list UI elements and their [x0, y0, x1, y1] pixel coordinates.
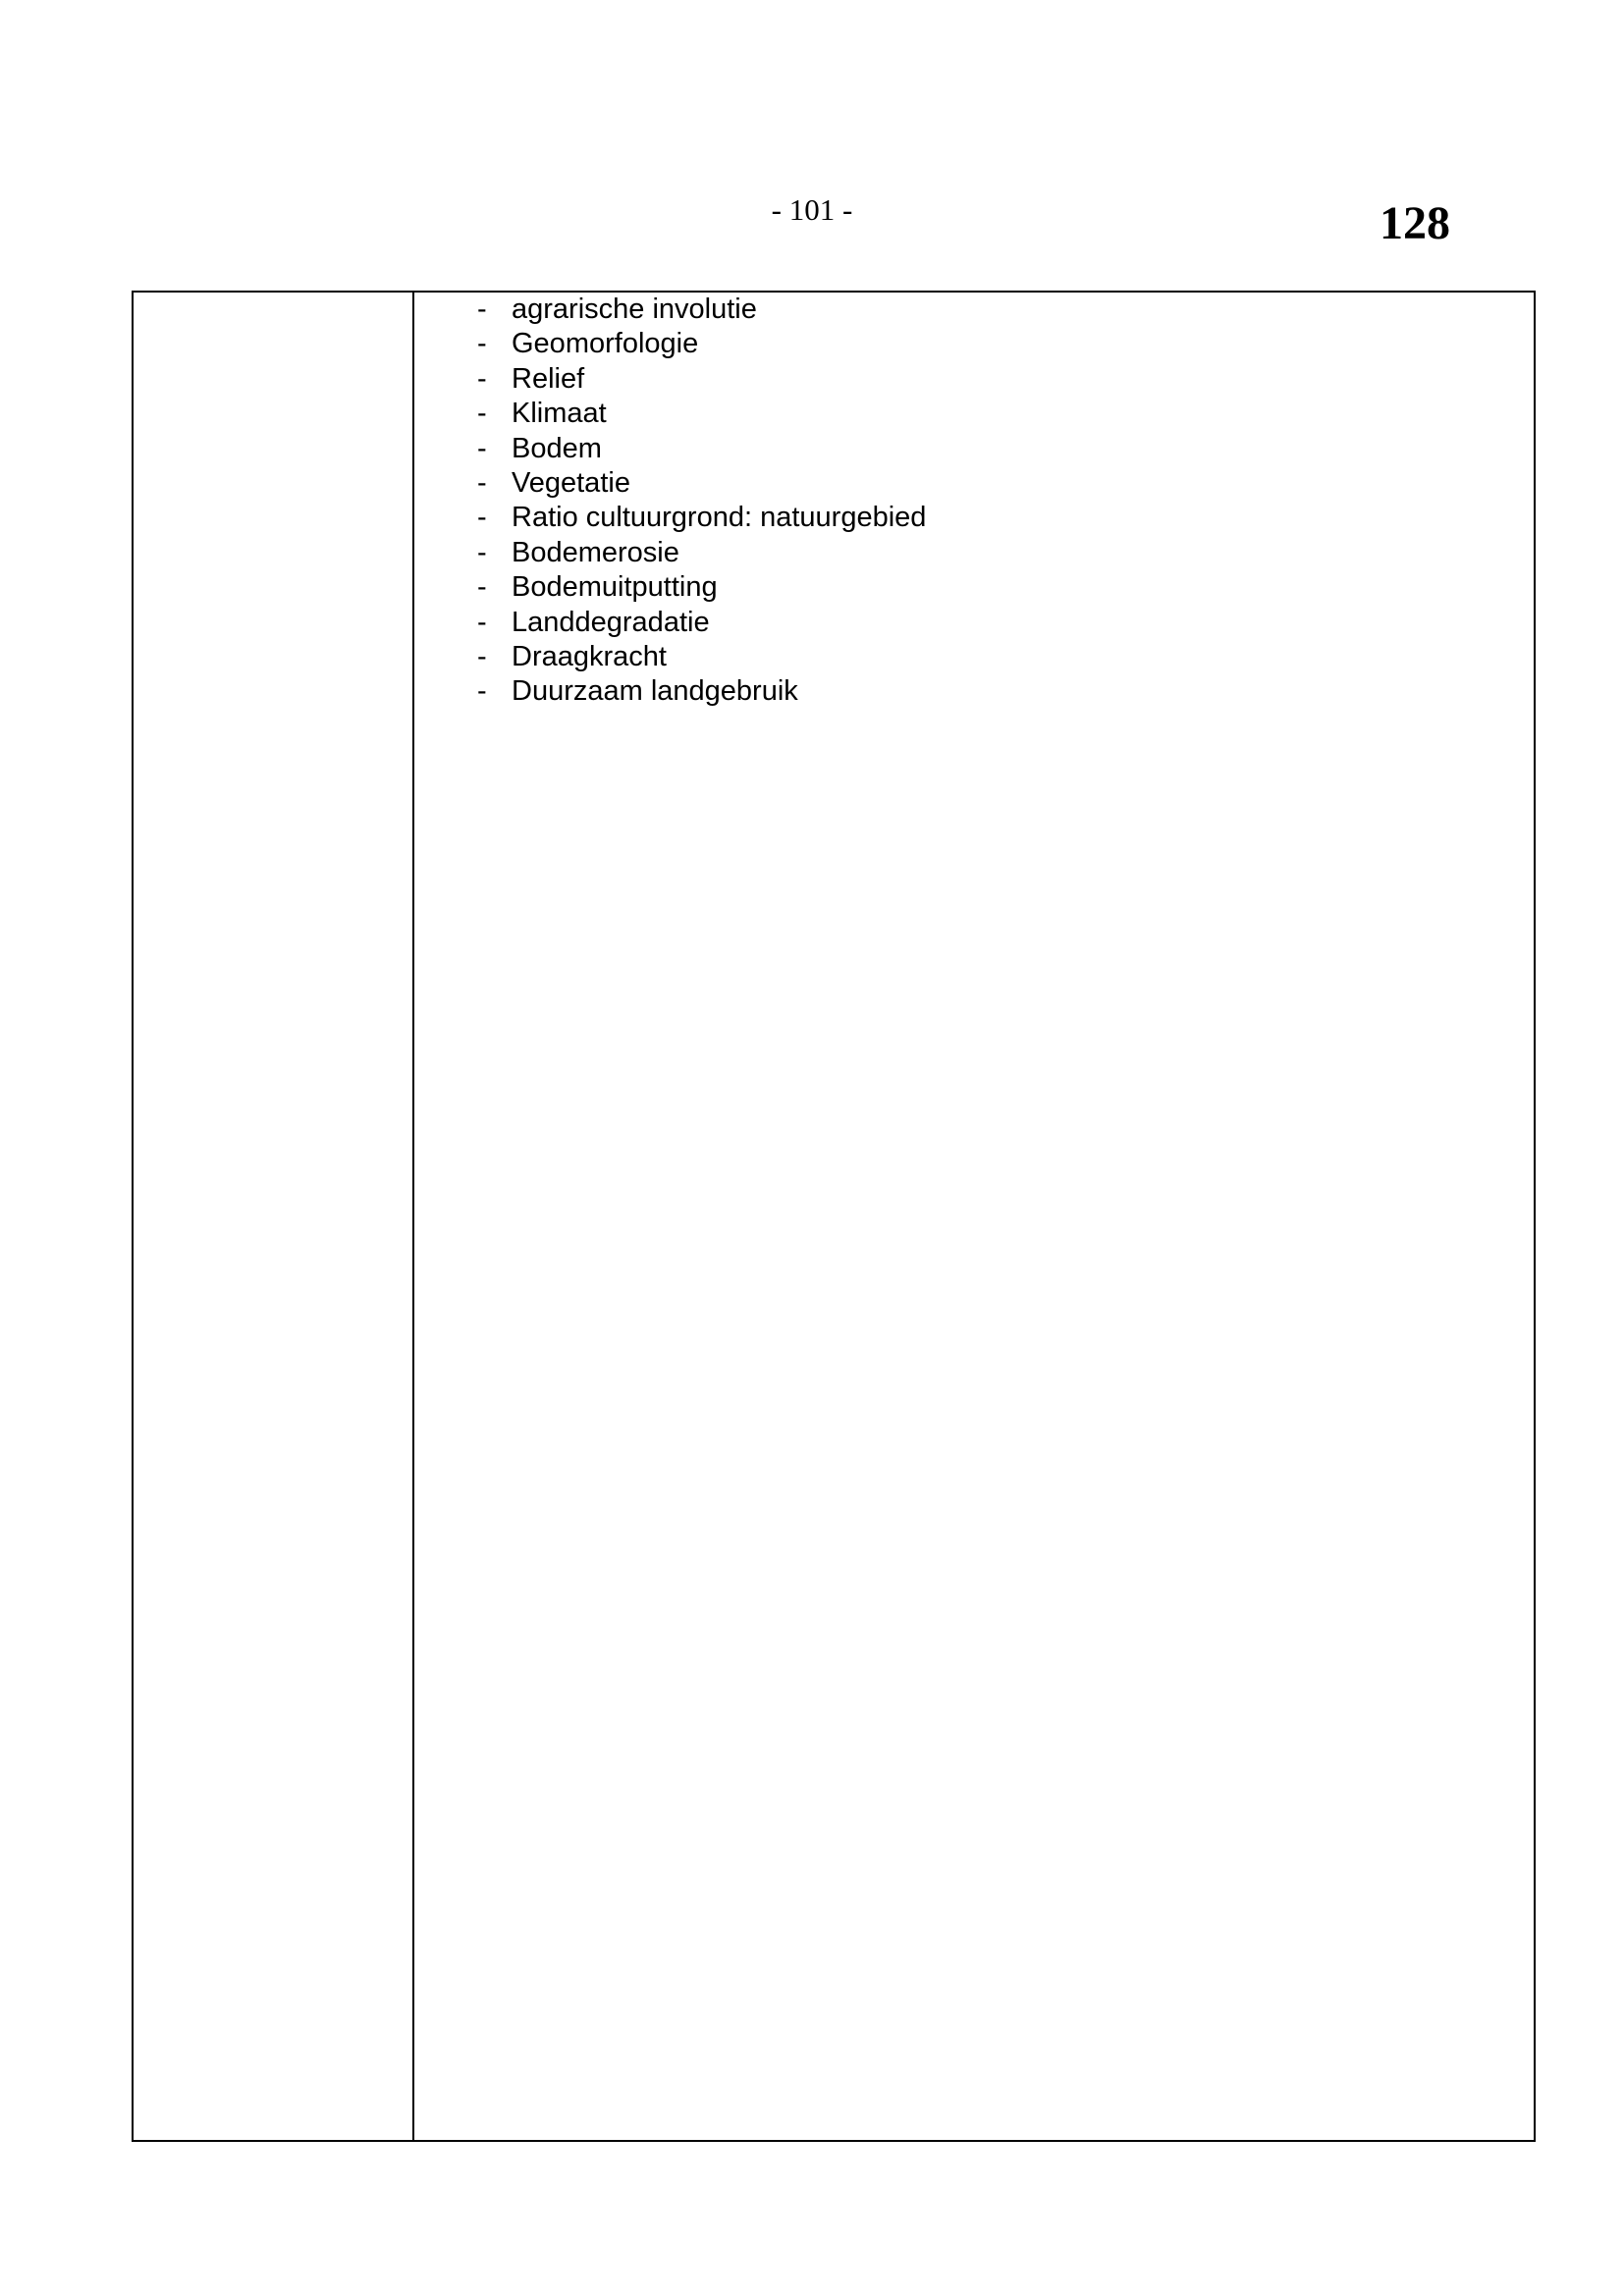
list-item-text: Geomorfologie [512, 328, 699, 360]
list-item-text: agrarische involutie [512, 294, 757, 325]
bullet-marker: - [477, 362, 487, 395]
list-item-text: Landdegradatie [512, 606, 710, 638]
bullet-marker: - [477, 398, 487, 430]
list-item-text: Bodem [512, 432, 602, 464]
bullet-marker: - [477, 606, 487, 638]
list-item-text: Klimaat [512, 398, 607, 430]
bullet-marker: - [477, 466, 487, 499]
bullet-marker: - [477, 571, 487, 604]
table-left-column [134, 293, 414, 2140]
list-item-text: Duurzaam landgebruik [512, 675, 798, 708]
bullet-marker: - [477, 294, 487, 325]
bullet-marker: - [477, 432, 487, 464]
content-table [132, 291, 1536, 2142]
page-number: - 101 - [771, 192, 853, 227]
document-number: 128 [1380, 197, 1450, 249]
list-item-text: Relief [512, 362, 585, 395]
bullet-marker: - [477, 328, 487, 360]
list-item-text: Ratio cultuurgrond: natuurgebied [512, 502, 927, 534]
list-item-text: Bodemerosie [512, 536, 679, 568]
bullet-marker: - [477, 502, 487, 534]
list-item-text: Draagkracht [512, 640, 667, 672]
bullet-marker: - [477, 536, 487, 568]
list-item-text: Vegetatie [512, 466, 630, 499]
list-item-text: Bodemuitputting [512, 571, 718, 604]
bullet-marker: - [477, 675, 487, 708]
bullet-marker: - [477, 640, 487, 672]
table-right-column [414, 293, 1534, 2140]
